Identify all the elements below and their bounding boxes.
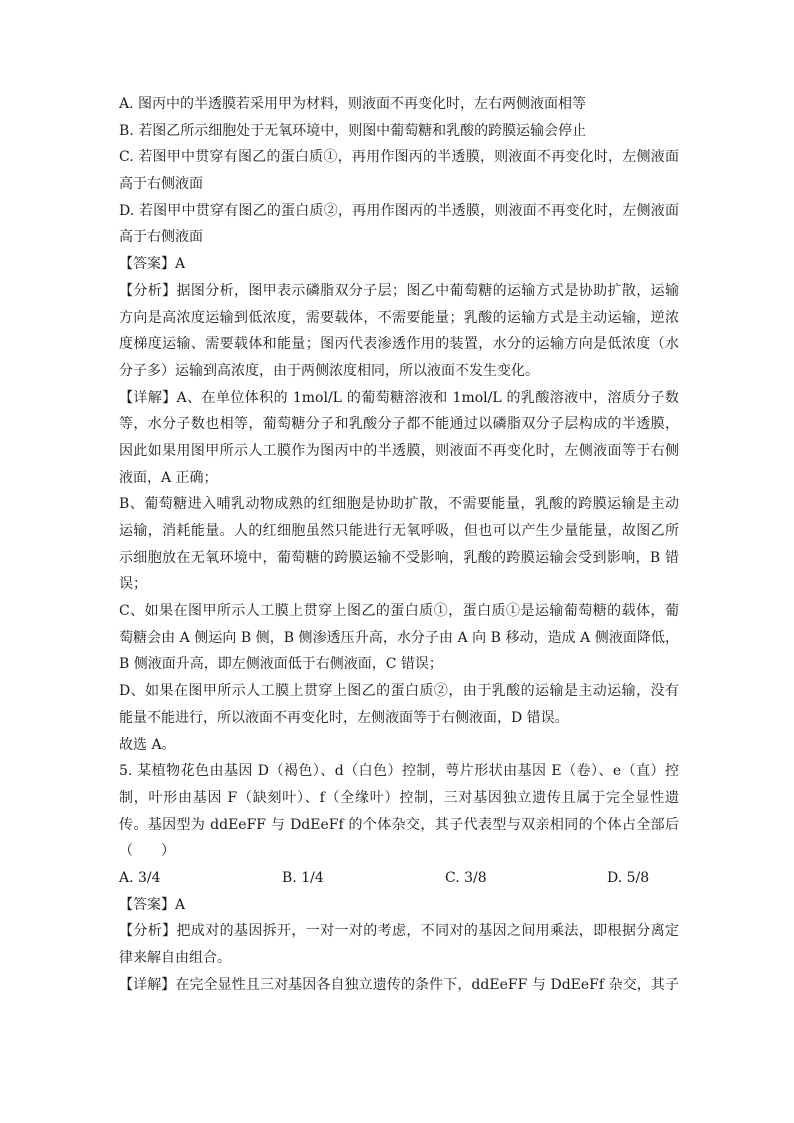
question-5-options — [119, 865, 679, 892]
detail-line: 液面，A 正确； — [119, 469, 218, 486]
detail-line: 运输，消耗能量。人的红细胞虽然只能进行无氧呼吸，但也可以产生少量能量，故图乙所 — [119, 523, 679, 539]
detail-line: 能量不能进行，所以液面不再变化时，左侧液面等于右侧液面，D 错误。 — [119, 709, 569, 726]
detail-line: 【详解】在完全显性且三对基因各自独立遗传的条件下，ddEeFF 与 DdEeFf 杂交，其子 — [119, 976, 679, 993]
option-d-text: D. 若图甲中贯穿有图乙的蛋白质②，再用作图丙的半透膜，则液面不再变化时，左侧液面 — [119, 202, 679, 219]
detail-line: 误； — [119, 576, 147, 593]
detail-line: 因此如果用图甲所示人工膜作为图丙中的半透膜，则液面不再变化时，左侧液面等于右侧 — [119, 442, 679, 459]
question-5-stem: 制，叶形由基因 F（缺刻叶）、f（全缘叶）控制，三对基因独立遗传且属于完全显性遗 — [119, 789, 679, 806]
answer-line: 【答案】A — [119, 896, 186, 913]
detail-line: C、如果在图甲所示人工膜上贯穿上图乙的蛋白质①，蛋白质①是运输葡萄糖的载体，葡 — [119, 603, 679, 620]
analysis-line: 方向是高浓度运输到低浓度，需要载体，不需要能量；乳酸的运输方式是主动运输，逆浓 — [119, 309, 679, 326]
conclusion-line: 故选 A。 — [119, 736, 176, 753]
analysis-line: 【分析】据图分析，图甲表示磷脂双分子层；图乙中葡萄糖的运输方式是协助扩散，运输 — [119, 282, 679, 299]
detail-line: 萄糖会由 A 侧运向 B 侧，B 侧渗透压升高，水分子由 A 向 B 移动，造成 A 侧液面降低， — [119, 629, 679, 646]
option-c-text-cont: 高于右侧液面 — [119, 176, 203, 193]
option-d: D. 5/8 — [607, 869, 650, 886]
option-a-text: A. 图丙中的半透膜若采用甲为材料，则液面不再变化时，左右两侧液面相等 — [119, 96, 587, 112]
analysis-line: 分子多）运输到高浓度，由于两侧浓度相同，所以液面不发生变化。 — [119, 362, 539, 379]
question-5-blank: （ ） — [119, 843, 175, 860]
option-d-text-cont: 高于右侧液面 — [119, 229, 203, 246]
analysis-line: 【分析】把成对的基因拆开，一对一对的考虑，不同对的基因之间用乘法，即根据分离定 — [119, 923, 679, 940]
option-a: A. 3/4 — [119, 869, 161, 886]
analysis-line: 律来解自由组合。 — [119, 950, 231, 966]
detail-line: 等，水分子数也相等，葡萄糖分子和乳酸分子都不能通过以磷脂双分子层构成的半透膜， — [119, 416, 679, 433]
option-b-text: B. 若图乙所示细胞处于无氧环境中，则图中葡萄糖和乳酸的跨膜运输会停止 — [119, 122, 587, 139]
question-5-stem: 传。基因型为 ddEeFF 与 DdEeFf 的个体杂交，其子代表型与双亲相同的个体占全部后 — [119, 816, 679, 833]
detail-line: D、如果在图甲所示人工膜上贯穿上图乙的蛋白质②，由于乳酸的运输是主动运输，没有 — [119, 683, 679, 700]
detail-line: 示细胞放在无氧环境中，葡萄糖的跨膜运输不受影响，乳酸的跨膜运输会受到影响，B 错 — [119, 549, 679, 566]
document-page — [119, 91, 679, 998]
analysis-line: 度梯度运输、需要载体和能量；图丙代表渗透作用的装置，水分的运输方向是低浓度（水 — [119, 336, 679, 353]
detail-line: B、葡萄糖进入哺乳动物成熟的红细胞是协助扩散，不需要能量，乳酸的跨膜运输是主动 — [119, 496, 679, 513]
answer-line: 【答案】A — [119, 256, 186, 273]
option-c-text: C. 若图甲中贯穿有图乙的蛋白质①，再用作图丙的半透膜，则液面不再变化时，左侧液面 — [119, 149, 679, 166]
detail-line: 【详解】A、在单位体积的 1mol/L 的葡萄糖溶液和 1mol/L 的乳酸溶液中，溶质分子数 — [119, 389, 679, 406]
question-5-stem: 5. 某植物花色由基因 D（褐色）、d（白色）控制，萼片形状由基因 E（卷）、e（直）控 — [119, 763, 679, 780]
option-b: B. 1/4 — [282, 869, 324, 886]
option-c: C. 3/8 — [445, 869, 487, 886]
detail-line: B 侧液面升高，即左侧液面低于右侧液面，C 错误； — [119, 656, 443, 673]
